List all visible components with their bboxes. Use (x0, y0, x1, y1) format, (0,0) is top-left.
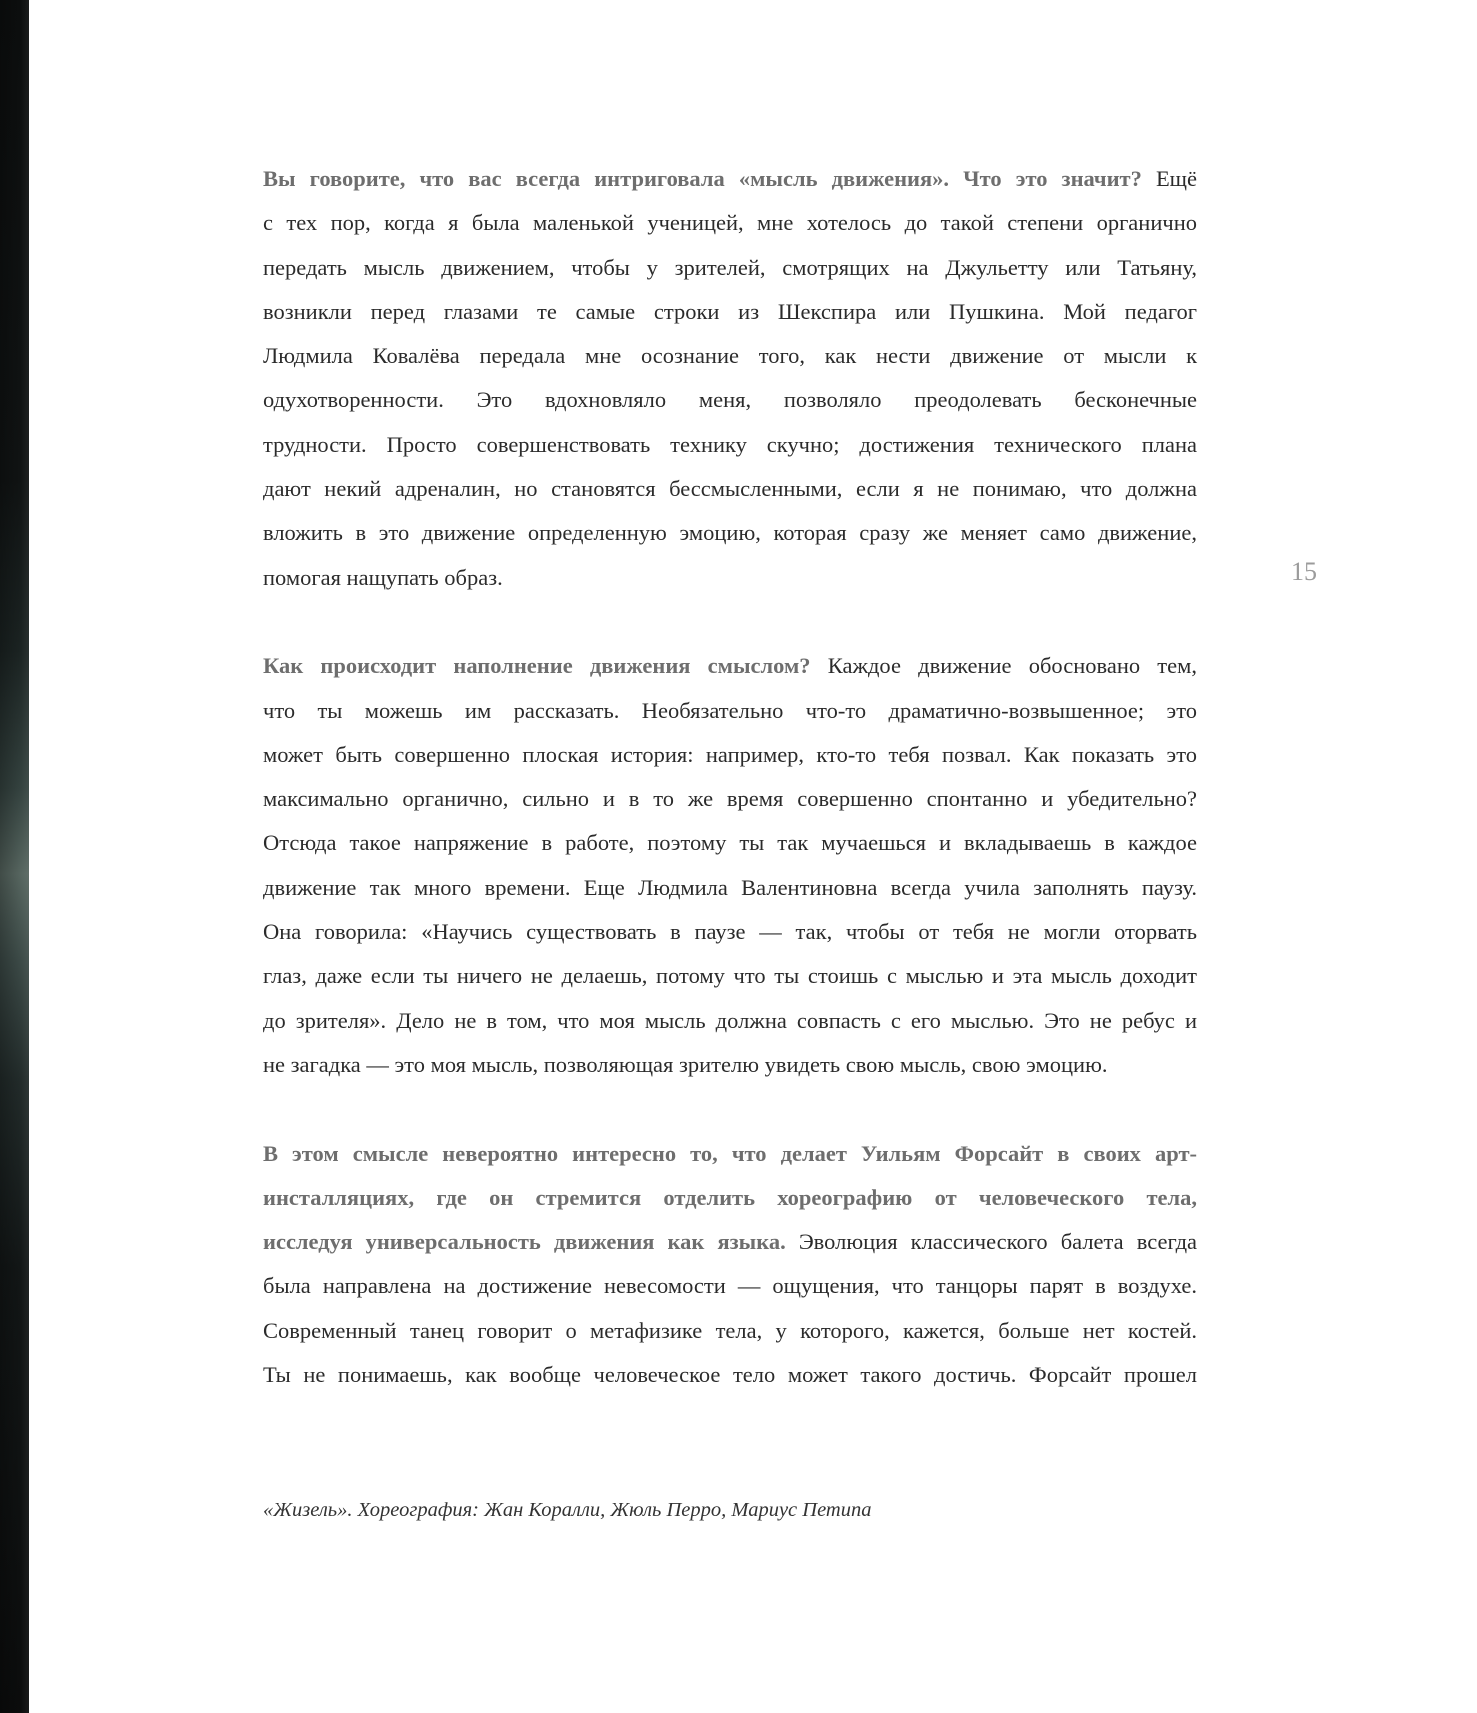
answer-text: глаз, даже если ты ничего не делаешь, потому что ты стоишь с мыслью и эта мысль доходит (263, 963, 1197, 989)
text-line (263, 954, 1197, 998)
question-text: исследуя универсальность движения как языка. (263, 1229, 786, 1255)
text-line (263, 556, 1197, 600)
answer-text: возникли перед глазами те самые строки из Шекспира или Пушкина. Мой педагог (263, 298, 1197, 324)
text-line (263, 1264, 1197, 1308)
answer-text: была направлена на достижение невесомости — ощущения, что танцоры парят в воздухе. (263, 1273, 1197, 1299)
text-line (263, 378, 1197, 422)
text-line (263, 511, 1197, 555)
answer-text: Каждое движение обосновано тем, (810, 653, 1197, 679)
page-number: 15 (1291, 557, 1317, 586)
text-line (263, 246, 1197, 290)
question-text: В этом смысле невероятно интересно то, что делает Уильям Форсайт в своих арт- (263, 1140, 1197, 1166)
text-line (263, 1132, 1197, 1176)
answer-text: движение так много времени. Еще Людмила Валентиновна всегда учила заполнять паузу. (263, 874, 1197, 900)
text-line (263, 821, 1197, 865)
text-line (263, 1176, 1197, 1220)
answer-text: вложить в это движение определенную эмоцию, которая сразу же меняет само движение, (263, 520, 1197, 546)
answer-text: дают некий адреналин, но становятся бессмысленными, если я не понимаю, что должна (263, 476, 1197, 502)
photo-edge (0, 0, 29, 1713)
text-line (263, 644, 1197, 688)
text-line (263, 290, 1197, 334)
answer-text: Людмила Ковалёва передала мне осознание того, как нести движение от мысли к (263, 343, 1197, 369)
paragraph-2 (263, 644, 1197, 1087)
answer-text: не загадка — это моя мысль, позволяющая зрителю увидеть свою мысль, свою эмоцию. (263, 1051, 1108, 1077)
paragraph-3 (263, 1132, 1197, 1398)
answer-text: Ты не понимаешь, как вообще человеческое тело может такого достичь. Форсайт прошел (263, 1362, 1197, 1388)
text-line (263, 1309, 1197, 1353)
answer-text: максимально органично, сильно и в то же время совершенно спонтанно и убедительно? (263, 786, 1197, 812)
answer-text: одухотворенности. Это вдохновляло меня, позволяло преодолевать бесконечные (263, 387, 1197, 413)
answer-text: что ты можешь им рассказать. Необязательно что-то драматично-возвышенное; это (263, 697, 1197, 723)
answer-text: Современный танец говорит о метафизике тела, у которого, кажется, больше нет костей. (263, 1317, 1197, 1343)
text-line (263, 910, 1197, 954)
text-line (263, 999, 1197, 1043)
answer-text: Ещё (1141, 166, 1197, 191)
question-text: Вы говорите, что вас всегда интриговала «мысль движения». Что это значит? (263, 166, 1142, 191)
question-text: Как происходит наполнение движения смыслом? (263, 653, 811, 679)
text-line (263, 866, 1197, 910)
answer-text: Эволюция классического балета всегда (785, 1229, 1197, 1255)
answer-text: может быть совершенно плоская история: например, кто-то тебя позвал. Как показать это (263, 741, 1197, 767)
answer-text: трудности. Просто совершенствовать технику скучно; достижения технического плана (263, 431, 1197, 457)
answer-text: Отсюда такое напряжение в работе, поэтому ты так мучаешься и вкладываешь в каждое (263, 830, 1197, 856)
text-line (263, 689, 1197, 733)
answer-text: до зрителя». Дело не в том, что моя мысль должна совпасть с его мыслью. Это не ребус и (263, 1007, 1197, 1033)
answer-text: с тех пор, когда я была маленькой ученицей, мне хотелось до такой степени органично (263, 210, 1197, 236)
text-line (263, 467, 1197, 511)
photo-caption: «Жизель». Хореография: Жан Коралли, Жюль Перро, Мариус Петипа (263, 1499, 872, 1521)
paragraph-1 (263, 157, 1197, 600)
article-text (263, 157, 1197, 1442)
text-line (263, 423, 1197, 467)
answer-text: Она говорила: «Научись существовать в паузе — так, чтобы от тебя не могли оторвать (263, 919, 1197, 945)
text-line (263, 157, 1197, 201)
text-line (263, 733, 1197, 777)
text-line (263, 201, 1197, 245)
question-text: инсталляциях, где он стремится отделить хореографию от человеческого тела, (263, 1184, 1197, 1210)
text-line (263, 334, 1197, 378)
answer-text: помогая нащупать образ. (263, 564, 503, 590)
answer-text: передать мысль движением, чтобы у зрителей, смотрящих на Джульетту или Татьяну, (263, 254, 1197, 280)
text-line (263, 1220, 1197, 1264)
text-line (263, 777, 1197, 821)
text-line (263, 1353, 1197, 1397)
text-line (263, 1043, 1197, 1087)
